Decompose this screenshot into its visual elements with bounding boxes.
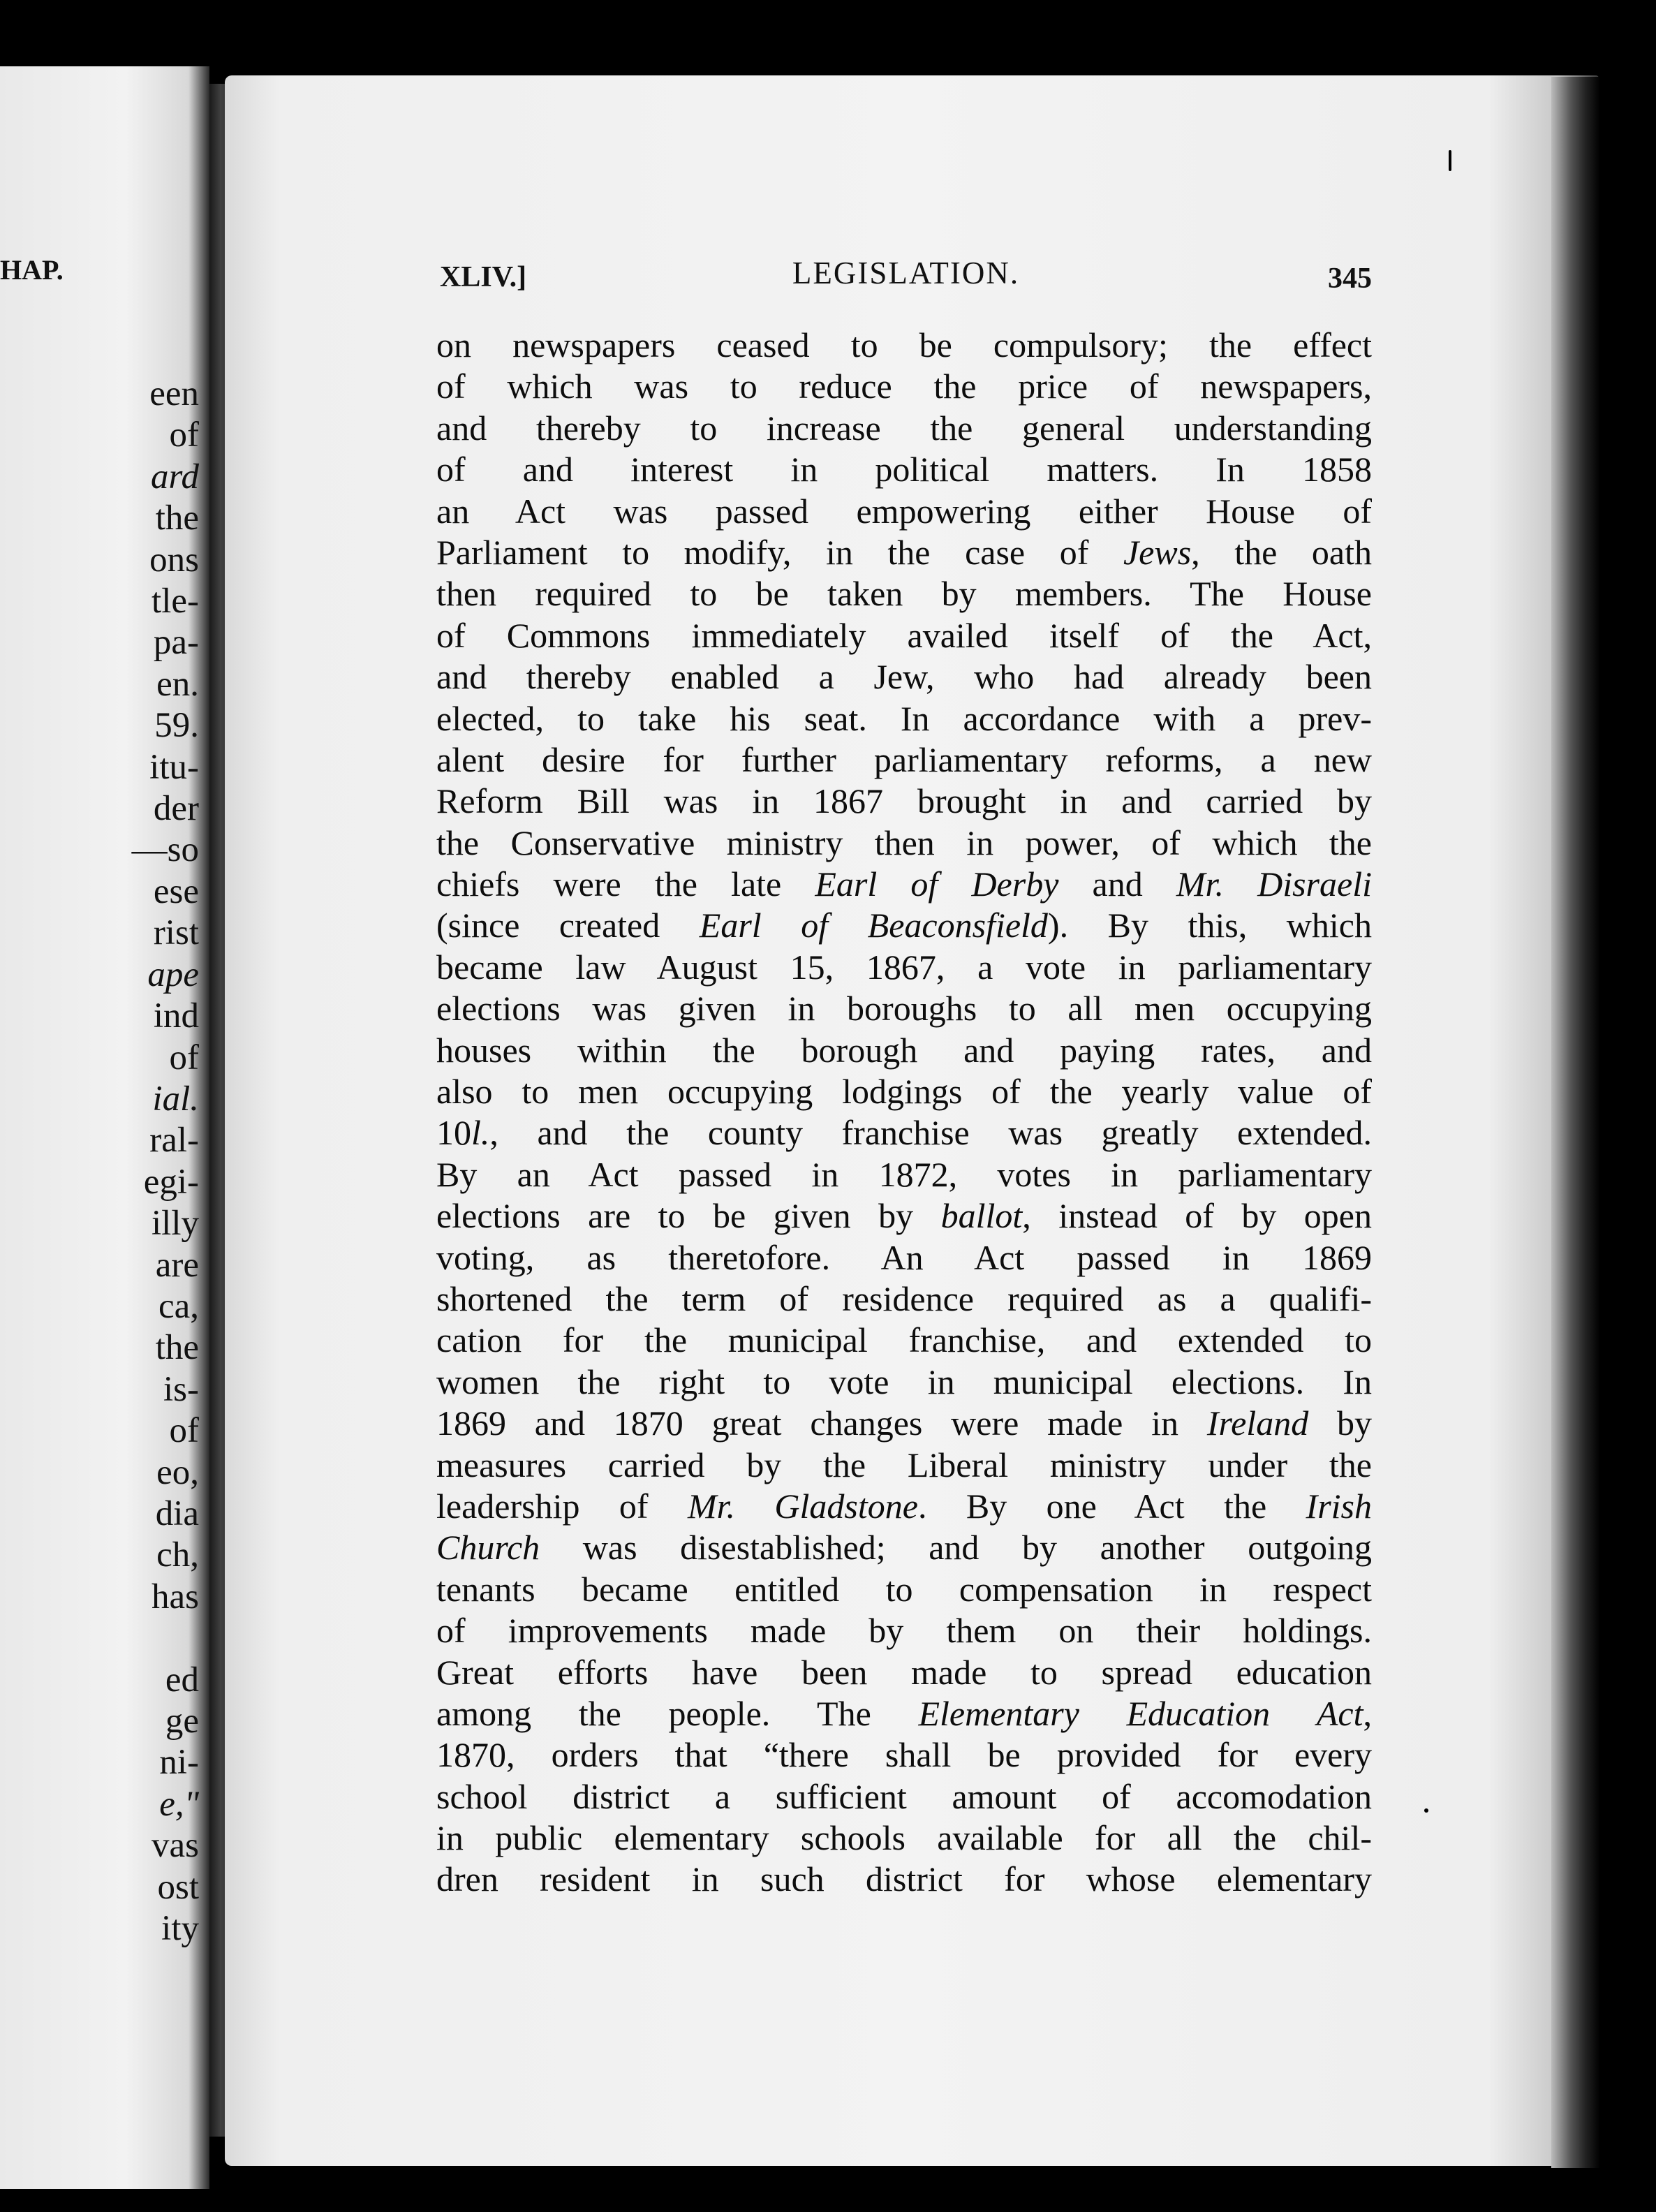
text-run: (since created: [436, 906, 700, 945]
italic-text: Mr. Disraeli: [1176, 864, 1372, 904]
text-run: in public elementary schools available for all the chil-: [436, 1818, 1372, 1858]
italic-text: Church: [436, 1528, 540, 1568]
left-page-fragment: ca,: [158, 1286, 199, 1326]
text-line: [436, 1445, 1372, 1486]
text-line: [436, 1569, 1372, 1610]
text-run: of Commons immediately availed itself of the Act,: [436, 615, 1372, 655]
text-line: [436, 615, 1372, 656]
text-line: [436, 1652, 1372, 1693]
text-run: elections was given in boroughs to all men occupying: [436, 989, 1372, 1028]
text-line: [436, 905, 1372, 946]
left-page-fragment: e,": [159, 1784, 199, 1824]
left-page-fragment: dia: [155, 1494, 199, 1533]
left-page-text-fragments: [59, 374, 199, 1949]
italic-text: Jews: [1123, 532, 1192, 572]
text-line: [436, 1693, 1372, 1734]
left-page-fragment: the: [155, 1328, 199, 1368]
left-page-fragment: eo,: [156, 1452, 199, 1492]
text-run: 1870, orders that “there shall be provided for every: [436, 1735, 1372, 1775]
left-page-fragment: der: [153, 789, 199, 829]
text-line: [436, 1403, 1372, 1444]
text-line: [436, 1610, 1372, 1651]
left-page-fragment: rist: [153, 913, 199, 953]
running-head: [440, 255, 1372, 304]
left-page-fragment: ed: [165, 1660, 199, 1699]
text-run: by: [1308, 1403, 1372, 1443]
text-line: [436, 739, 1372, 781]
left-page-fragment: is-: [163, 1369, 199, 1409]
text-line: [436, 656, 1372, 698]
text-run: cation for the municipal franchise, and extended to: [436, 1320, 1372, 1360]
left-page-fragment: are: [155, 1245, 199, 1285]
left-page-fragment: of: [169, 1411, 199, 1451]
text-run: was disestablished; and by another outgoing: [540, 1528, 1372, 1568]
left-page-fragment: —so: [131, 830, 199, 870]
left-page-fragment: has: [151, 1577, 199, 1616]
text-line: [436, 1320, 1372, 1361]
text-run: and thereby enabled a Jew, who had already been: [436, 657, 1372, 697]
text-run: tenants became entitled to compensation in respect: [436, 1569, 1372, 1609]
left-page-fragment: itu-: [149, 747, 199, 787]
body-text: [436, 325, 1372, 1901]
text-run: among the people. The: [436, 1693, 919, 1733]
left-page-fragment: ons: [149, 540, 199, 580]
text-line: [436, 1195, 1372, 1237]
left-page-fragment: ch,: [156, 1535, 199, 1575]
text-run: alent desire for further parliamentary reforms, a new: [436, 739, 1372, 779]
text-line: [436, 573, 1372, 614]
text-run: houses within the borough and paying rates, and: [436, 1030, 1372, 1070]
text-run: 1869 and 1870 great changes were made in: [436, 1403, 1207, 1443]
text-line: [436, 1734, 1372, 1776]
left-page-fragment: ge: [165, 1701, 199, 1741]
text-run: of improvements made by them on their holdings.: [436, 1611, 1372, 1651]
left-page-fragment: een: [149, 374, 199, 413]
text-line: [436, 1527, 1372, 1568]
text-line: [436, 325, 1372, 366]
left-page-fragment: vas: [151, 1826, 199, 1866]
left-page-running-head: HAP.: [0, 254, 64, 286]
italic-text: Elementary Education Act: [918, 1693, 1363, 1733]
text-run: elections are to be given by: [436, 1196, 941, 1236]
text-line: [436, 491, 1372, 532]
left-page-fragment: pa-: [153, 623, 199, 663]
text-run: Parliament to modify, in the case of: [436, 532, 1123, 572]
text-run: , the oath: [1191, 532, 1372, 572]
left-page-fragment: egi-: [143, 1162, 199, 1202]
text-run: dren resident in such district for whose elementary: [436, 1859, 1372, 1899]
italic-text: Irish: [1306, 1486, 1372, 1526]
text-line: [436, 1154, 1372, 1195]
text-run: became law August 15, 1867, a vote in parliamentary: [436, 947, 1372, 987]
text-line: [436, 408, 1372, 449]
chapter-label: XLIV.]: [440, 261, 527, 293]
text-run: of which was to reduce the price of newspapers,: [436, 367, 1372, 406]
text-run: , and the county franchise was greatly extended.: [489, 1113, 1372, 1153]
text-line: [436, 1237, 1372, 1278]
left-page-fragment: ni-: [159, 1743, 199, 1783]
text-run: shortened the term of residence required as a qualifi-: [436, 1278, 1372, 1318]
text-run: then required to be taken by members. The House: [436, 574, 1372, 614]
text-run: . By one Act the: [917, 1486, 1306, 1526]
text-line: [436, 449, 1372, 490]
left-page-fragment: ese: [153, 871, 199, 911]
text-run: ). By this, which: [1047, 906, 1372, 945]
left-page-fragment: of: [169, 1038, 199, 1077]
text-line: [436, 1362, 1372, 1403]
text-line: [436, 1776, 1372, 1817]
page-edge-shadow: [1551, 77, 1600, 2168]
text-line: [436, 1112, 1372, 1153]
italic-text: ballot: [940, 1196, 1023, 1236]
italic-text: Mr. Gladstone: [687, 1486, 918, 1526]
left-page-fragment: [59, 1618, 199, 1659]
text-run: 10: [436, 1113, 471, 1153]
page-title: LEGISLATION.: [792, 256, 1020, 290]
left-page-fragment: ity: [161, 1909, 199, 1949]
text-run: and thereby to increase the general understanding: [436, 408, 1372, 448]
text-run: voting, as theretofore. An Act passed in 1869: [436, 1237, 1372, 1277]
text-line: [436, 1817, 1372, 1859]
text-line: [436, 864, 1372, 905]
text-line: [436, 1859, 1372, 1900]
text-run: leadership of: [436, 1486, 688, 1526]
text-line: [436, 698, 1372, 739]
left-page-fragment: of: [169, 415, 199, 455]
text-line: [436, 823, 1372, 864]
left-page-fragment: ape: [147, 954, 199, 994]
text-line: [436, 366, 1372, 407]
italic-text: Earl of Derby: [815, 864, 1059, 904]
text-run: and: [1058, 864, 1176, 904]
ink-speck: [1424, 1808, 1428, 1813]
left-page-fragment: the: [155, 499, 199, 538]
left-page-fragment: ral-: [149, 1121, 199, 1160]
text-run: Great efforts have been made to spread education: [436, 1652, 1372, 1692]
text-run: , instead of by open: [1022, 1196, 1372, 1236]
text-run: the Conservative ministry then in power, of which the: [436, 823, 1372, 862]
left-page-fragment: illy: [151, 1204, 199, 1244]
text-line: [436, 1486, 1372, 1527]
text-line: [436, 988, 1372, 1029]
text-run: ,: [1363, 1693, 1372, 1733]
text-run: an Act was passed empowering either House of: [436, 491, 1372, 531]
left-facing-page: [0, 66, 209, 2189]
italic-text: Ireland: [1206, 1403, 1309, 1443]
left-page-fragment: ind: [153, 996, 199, 1036]
text-run: measures carried by the Liberal ministry under the: [436, 1445, 1372, 1484]
text-run: chiefs were the late: [436, 864, 815, 904]
left-page-fragment: ard: [151, 457, 199, 496]
text-run: By an Act passed in 1872, votes in parliamentary: [436, 1154, 1372, 1194]
text-line: [436, 1071, 1372, 1112]
ink-speck: [1449, 150, 1451, 171]
text-run: women the right to vote in municipal elections. In: [436, 1362, 1372, 1401]
text-line: [436, 781, 1372, 822]
italic-text: Earl of Beaconsfield: [699, 906, 1048, 945]
text-line: [436, 1278, 1372, 1320]
left-page-fragment: tle-: [151, 582, 199, 621]
text-run: of and interest in political matters. In 1858: [436, 450, 1372, 489]
text-run: elected, to take his seat. In accordance with a prev-: [436, 698, 1372, 738]
text-run: also to men occupying lodgings of the yearly value of: [436, 1072, 1372, 1112]
left-page-fragment: en.: [156, 664, 199, 704]
italic-text: l.: [471, 1113, 490, 1153]
text-run: school district a sufficient amount of accomodation: [436, 1776, 1372, 1816]
left-page-fragment: ial.: [152, 1079, 199, 1119]
text-line: [436, 532, 1372, 573]
page-number: 345: [1328, 263, 1372, 295]
left-page-fragment: 59.: [154, 706, 199, 746]
text-line: [436, 1030, 1372, 1071]
text-line: [436, 947, 1372, 988]
text-run: Reform Bill was in 1867 brought in and carried by: [436, 781, 1372, 821]
left-page-fragment: ost: [157, 1867, 199, 1907]
text-run: on newspapers ceased to be compulsory; the effect: [436, 325, 1372, 364]
